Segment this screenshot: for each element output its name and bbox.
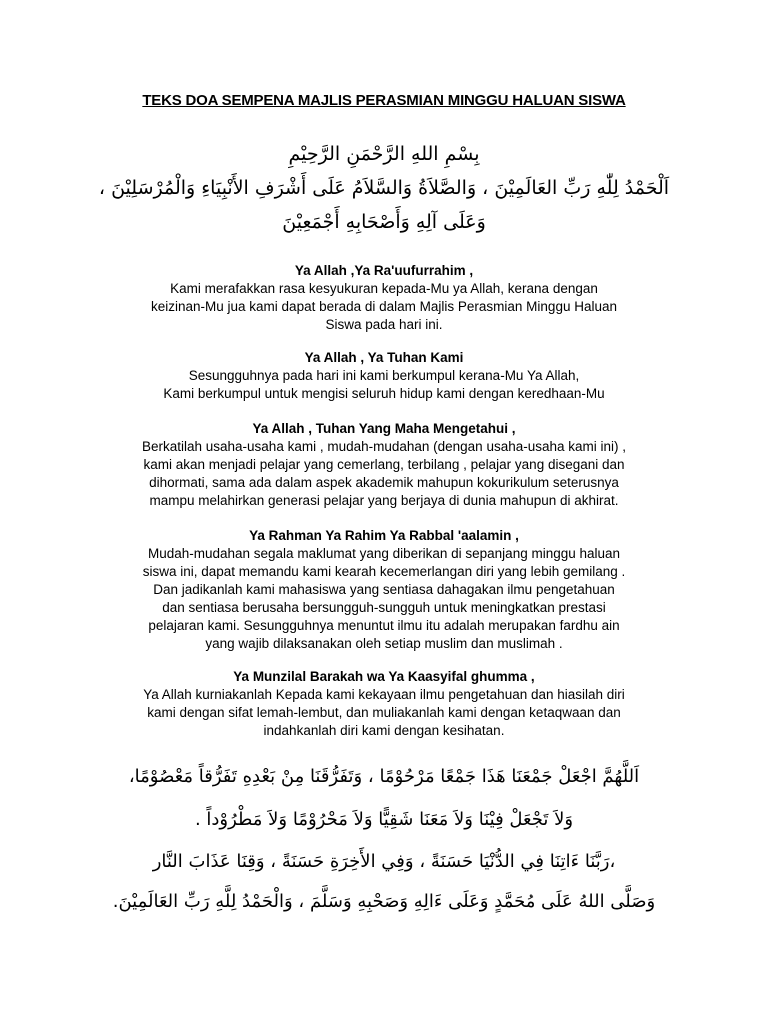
prayer-section	[90, 349, 678, 403]
closing-arabic-line: ،رَبَّنَا ءَاتِنَا فِي الدُّنْيَا حَسَنَةً ، وَفِي الأَخِرَةِ حَسَنَةً ، وَقِنَا عَذَابَ النَّار	[152, 851, 616, 872]
section-line: Mudah-mudahan segala maklumat yang diberikan di sepanjang minggu haluan	[147, 546, 621, 561]
section-line: Kami berkumpul untuk mengisi seluruh hidup kami dengan keredhaan-Mu	[163, 386, 605, 401]
section-line: kami akan menjadi pelajar yang cemerlang, terbilang , pelajar yang disegani dan	[143, 457, 625, 472]
opening-arabic-line: اَلْحَمْدُ لِلّٰهِ رَبِّ العَالَمِيْنَ ، وَالصَّلاَةُ وَالسَّلاَمُ عَلَى أَشْرَفِ الأَنْبِيَاءِ وَالْمُرْسَلِيْنَ ،	[98, 177, 670, 199]
closing-arabic-line: وَلاَ تَجْعَلْ فِيْنَا وَلاَ مَعَنَا شَقِيًّا وَلاَ مَحْرُوْمًا وَلاَ مَطْرُوْداً .	[194, 809, 574, 830]
section-line: indahkanlah diri kami dengan kesihatan.	[263, 723, 505, 738]
prayer-section	[90, 527, 678, 653]
section-line: Berkatilah usaha-usaha kami , mudah-mudahan (dengan usaha-usaha kami ini) ,	[141, 439, 627, 454]
section-heading: Ya Allah ,Ya Ra'uufurrahim ,	[294, 263, 474, 278]
closing-arabic-line: اَللَّهُمَّ اجْعَلْ جَمْعَنَا هَذَا جَمْعًا مَرْحُوْمًا ، وَتَفَرُّقَنَا مِنْ بَعْدِهِ تَفَرُّقاً مَعْصُوْمًا،	[128, 766, 640, 787]
section-line: mampu melahirkan generasi pelajar yang berjaya di dunia mahupun di akhirat.	[149, 493, 619, 508]
section-line: Dan jadikanlah kami mahasiswa yang sentiasa dahagakan ilmu pengetahuan	[153, 582, 615, 597]
section-line: Ya Allah kurniakanlah Kepada kami kekayaan ilmu pengetahuan dan hiasilah diri	[143, 687, 625, 702]
prayer-section	[90, 262, 678, 334]
section-heading: Ya Allah , Tuhan Yang Maha Mengetahui ,	[252, 421, 516, 436]
prayer-section	[90, 420, 678, 510]
opening-arabic-line: وَعَلَى آلِهِ وَأَصْحَابِهِ أَجْمَعِيْنَ	[282, 211, 486, 233]
section-line: Kami merafakkan rasa kesyukuran kepada-Mu ya Allah, kerana dengan	[170, 281, 598, 296]
section-line: kami dengan sifat lemah-lembut, dan muliakanlah kami dengan ketaqwaan dan	[147, 705, 621, 720]
section-heading: Ya Allah , Ya Tuhan Kami	[304, 350, 464, 365]
section-line: dihormati, sama ada dalam aspek akademik mahupun kokurikulum seterusnya	[149, 475, 619, 490]
document-title: TEKS DOA SEMPENA MAJLIS PERASMIAN MINGGU HALUAN SISWA	[142, 92, 626, 109]
section-line: pelajaran kami. Sesungguhnya menuntut ilmu itu adalah merupakan fardhu ain	[148, 618, 620, 633]
prayer-section	[90, 668, 678, 740]
closing-arabic-line: وَصَلَّى اللهُ عَلَى مُحَمَّدٍ وَعَلَى ءَالِهِ وَصَحْبِهِ وَسَلَّمَ ، وَالْحَمْدُ لِلَّهِ رَبِّ العَالَمِيْنَ.	[112, 891, 656, 912]
section-line: keizinan-Mu jua kami dapat berada di dalam Majlis Perasmian Minggu Haluan	[151, 299, 617, 314]
section-heading: Ya Munzilal Barakah wa Ya Kaasyifal ghumma ,	[233, 669, 535, 684]
section-heading: Ya Rahman Ya Rahim Ya Rabbal 'aalamin ,	[249, 528, 519, 543]
section-line: Sesungguhnya pada hari ini kami berkumpul kerana-Mu Ya Allah,	[188, 368, 580, 383]
section-line: Siswa pada hari ini.	[325, 317, 443, 332]
section-line: yang wajib dilaksanakan oleh setiap muslim dan muslimah .	[205, 636, 563, 651]
basmalah-line: بِسْمِ اللهِ الرَّحْمَنِ الرَّحِيْمِ	[288, 143, 480, 165]
section-line: siswa ini, dapat memandu kami kearah kecemerlangan diri yang lebih gemilang .	[142, 564, 626, 579]
section-line: dan sentiasa berusaha bersungguh-sungguh untuk meningkatkan prestasi	[162, 600, 606, 615]
